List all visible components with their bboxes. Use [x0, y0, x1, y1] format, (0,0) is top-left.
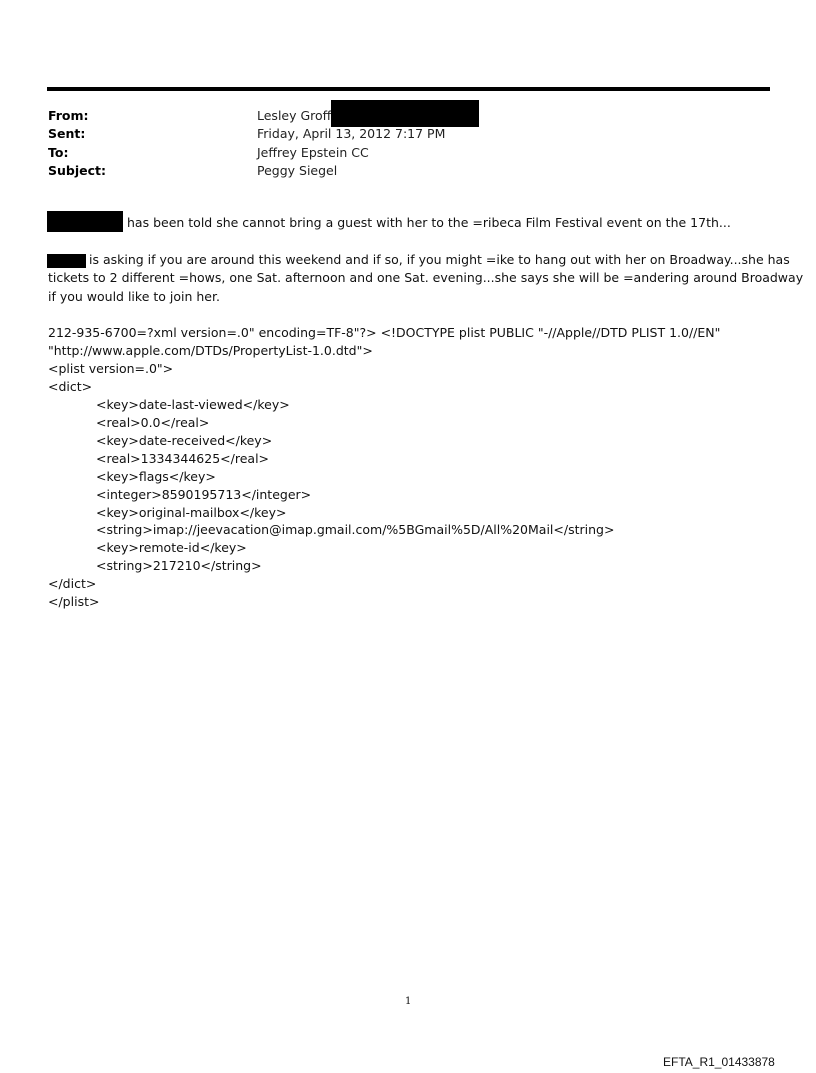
xml-line: <key>remote-id</key>	[96, 540, 247, 555]
xml-line: <key>original-mailbox</key>	[96, 505, 287, 520]
from-label: From:	[48, 108, 89, 123]
xml-line: <plist version=.0">	[48, 361, 174, 376]
xml-line: <dict>	[48, 379, 93, 394]
xml-line: </plist>	[48, 594, 100, 609]
xml-line: </dict>	[48, 576, 97, 591]
body-line-4: if you would like to join her.	[48, 289, 220, 304]
header-rule	[47, 87, 770, 91]
xml-line: <key>date-last-viewed</key>	[96, 397, 290, 412]
xml-line: <real>1334344625</real>	[96, 451, 270, 466]
xml-line: "http://www.apple.com/DTDs/PropertyList-1.0.dtd">	[48, 343, 373, 358]
to-value: Jeffrey Epstein CC	[257, 145, 369, 160]
body-line-2: is asking if you are around this weekend and if so, if you might =ike to hang out with her on Broadway...she has	[89, 252, 790, 267]
subject-value: Peggy Siegel	[257, 163, 338, 178]
body-line-3: tickets to 2 different =hows, one Sat. afternoon and one Sat. evening...she says she will be =andering around Broadway	[48, 270, 804, 285]
body-line-1: has been told she cannot bring a guest with her to the =ribeca Film Festival event on the 17th...	[127, 215, 731, 230]
xml-line: <key>flags</key>	[96, 469, 216, 484]
sent-value: Friday, April 13, 2012 7:17 PM	[257, 126, 446, 141]
xml-line: <string>imap://jeevacation@imap.gmail.com/%5BGmail%5D/All%20Mail</string>	[96, 522, 615, 537]
xml-line: <integer>8590195713</integer>	[96, 487, 312, 502]
sent-label: Sent:	[48, 126, 86, 141]
redaction-box	[47, 211, 123, 232]
subject-label: Subject:	[48, 163, 106, 178]
redaction-box	[47, 254, 86, 268]
xml-line: <string>217210</string>	[96, 558, 262, 573]
xml-line: <real>0.0</real>	[96, 415, 210, 430]
from-value: Lesley Groff	[257, 108, 332, 123]
xml-line: <key>date-received</key>	[96, 433, 273, 448]
document-id: EFTA_R1_01433878	[663, 1055, 775, 1069]
redaction-box	[331, 100, 479, 127]
page-number: 1	[405, 996, 412, 1007]
to-label: To:	[48, 145, 69, 160]
xml-line: 212-935-6700=?xml version=.0" encoding=TF-8"?> <!DOCTYPE plist PUBLIC "-//Apple//DTD PLIST 1.0//EN"	[48, 325, 721, 340]
